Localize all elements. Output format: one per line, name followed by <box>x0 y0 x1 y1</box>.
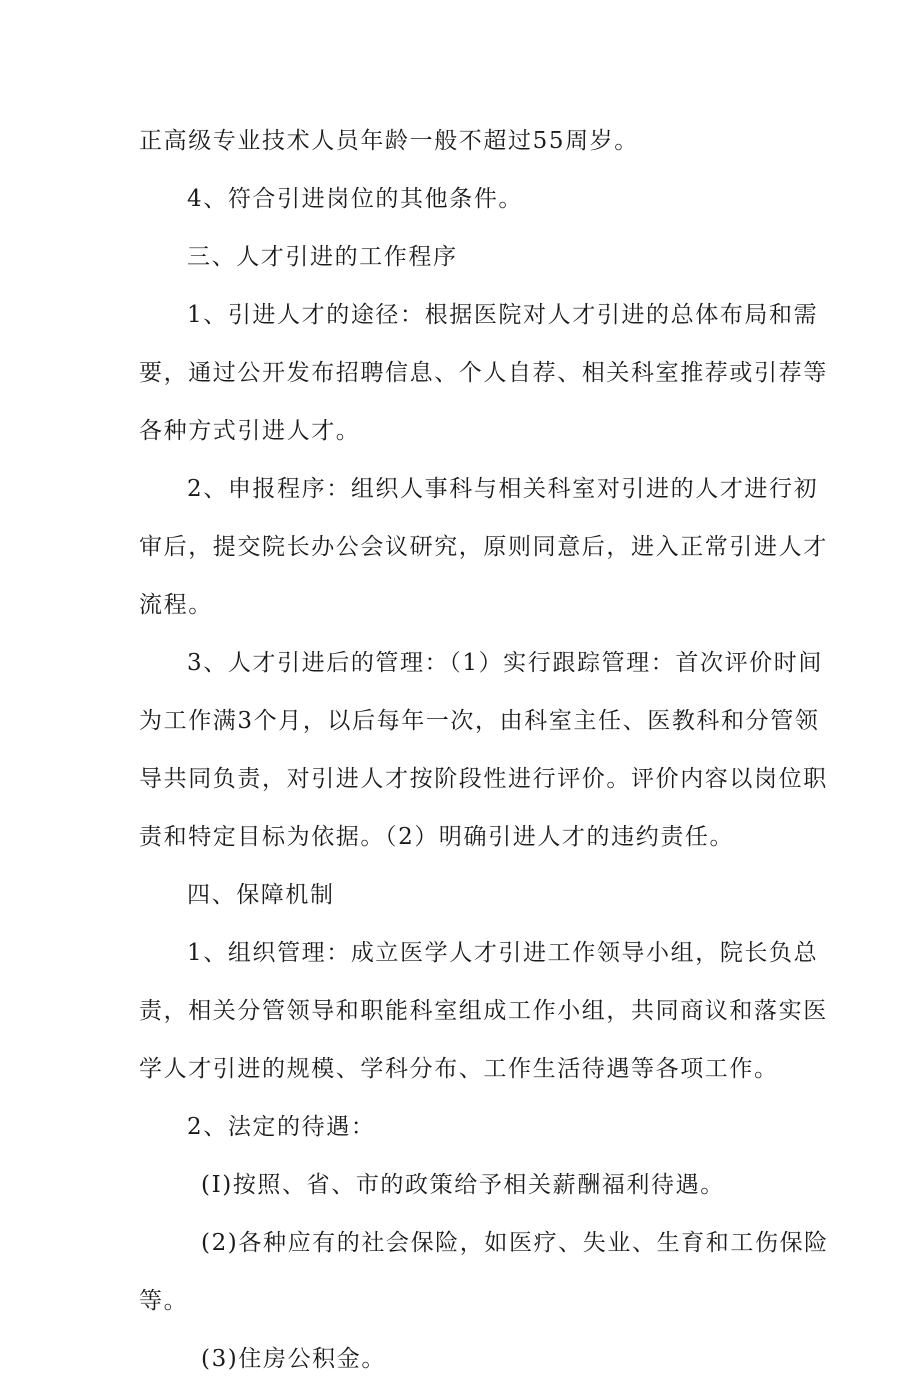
document-body <box>139 112 829 1388</box>
text-line: 学人才引进的规模、学科分布、工作生活待遇等各项工作。 <box>139 1056 779 1082</box>
text-line: 等。 <box>139 1288 189 1314</box>
text-line: 要，通过公开发布招聘信息、个人自荐、相关科室推荐或引荐等 <box>139 360 828 386</box>
list-item: (2)各种应有的社会保险，如医疗、失业、生育和工伤保险 <box>201 1230 829 1256</box>
text-line: 各种方式引进人才。 <box>139 418 361 444</box>
text-line: 审后，提交院长办公会议研究，原则同意后，进入正常引进人才 <box>139 534 828 560</box>
text-line: 责和特定目标为依据。（2）明确引进人才的违约责任。 <box>139 824 735 850</box>
text-line: 2、申报程序：组织人事科与相关科室对引进的人才进行初 <box>187 476 819 502</box>
text-line: 为工作满3个月，以后每年一次，由科室主任、医教科和分管领 <box>139 708 820 734</box>
text-line: 责，相关分管领导和职能科室组成工作小组，共同商议和落实医 <box>139 998 828 1024</box>
text-line: 4、符合引进岗位的其他条件。 <box>187 186 524 212</box>
section-heading: 三、人才引进的工作程序 <box>187 244 458 270</box>
list-item: (I)按照、省、市的政策给予相关薪酬福利待遇。 <box>201 1172 725 1198</box>
text-line: 正高级专业技术人员年龄一般不超过55周岁。 <box>139 128 639 154</box>
list-item: (3)住房公积金。 <box>201 1346 386 1372</box>
text-line: 1、引进人才的途径：根据医院对人才引进的总体布局和需 <box>187 302 819 328</box>
text-line: 1、组织管理：成立医学人才引进工作领导小组，院长负总 <box>187 940 819 966</box>
text-line: 导共同负责，对引进人才按阶段性进行评价。评价内容以岗位职 <box>139 766 828 792</box>
text-line: 3、人才引进后的管理：（1）实行跟踪管理：首次评价时间 <box>187 650 823 676</box>
text-line: 流程。 <box>139 592 213 618</box>
section-heading: 四、保障机制 <box>187 882 335 908</box>
text-line: 2、法定的待遇： <box>187 1114 376 1140</box>
